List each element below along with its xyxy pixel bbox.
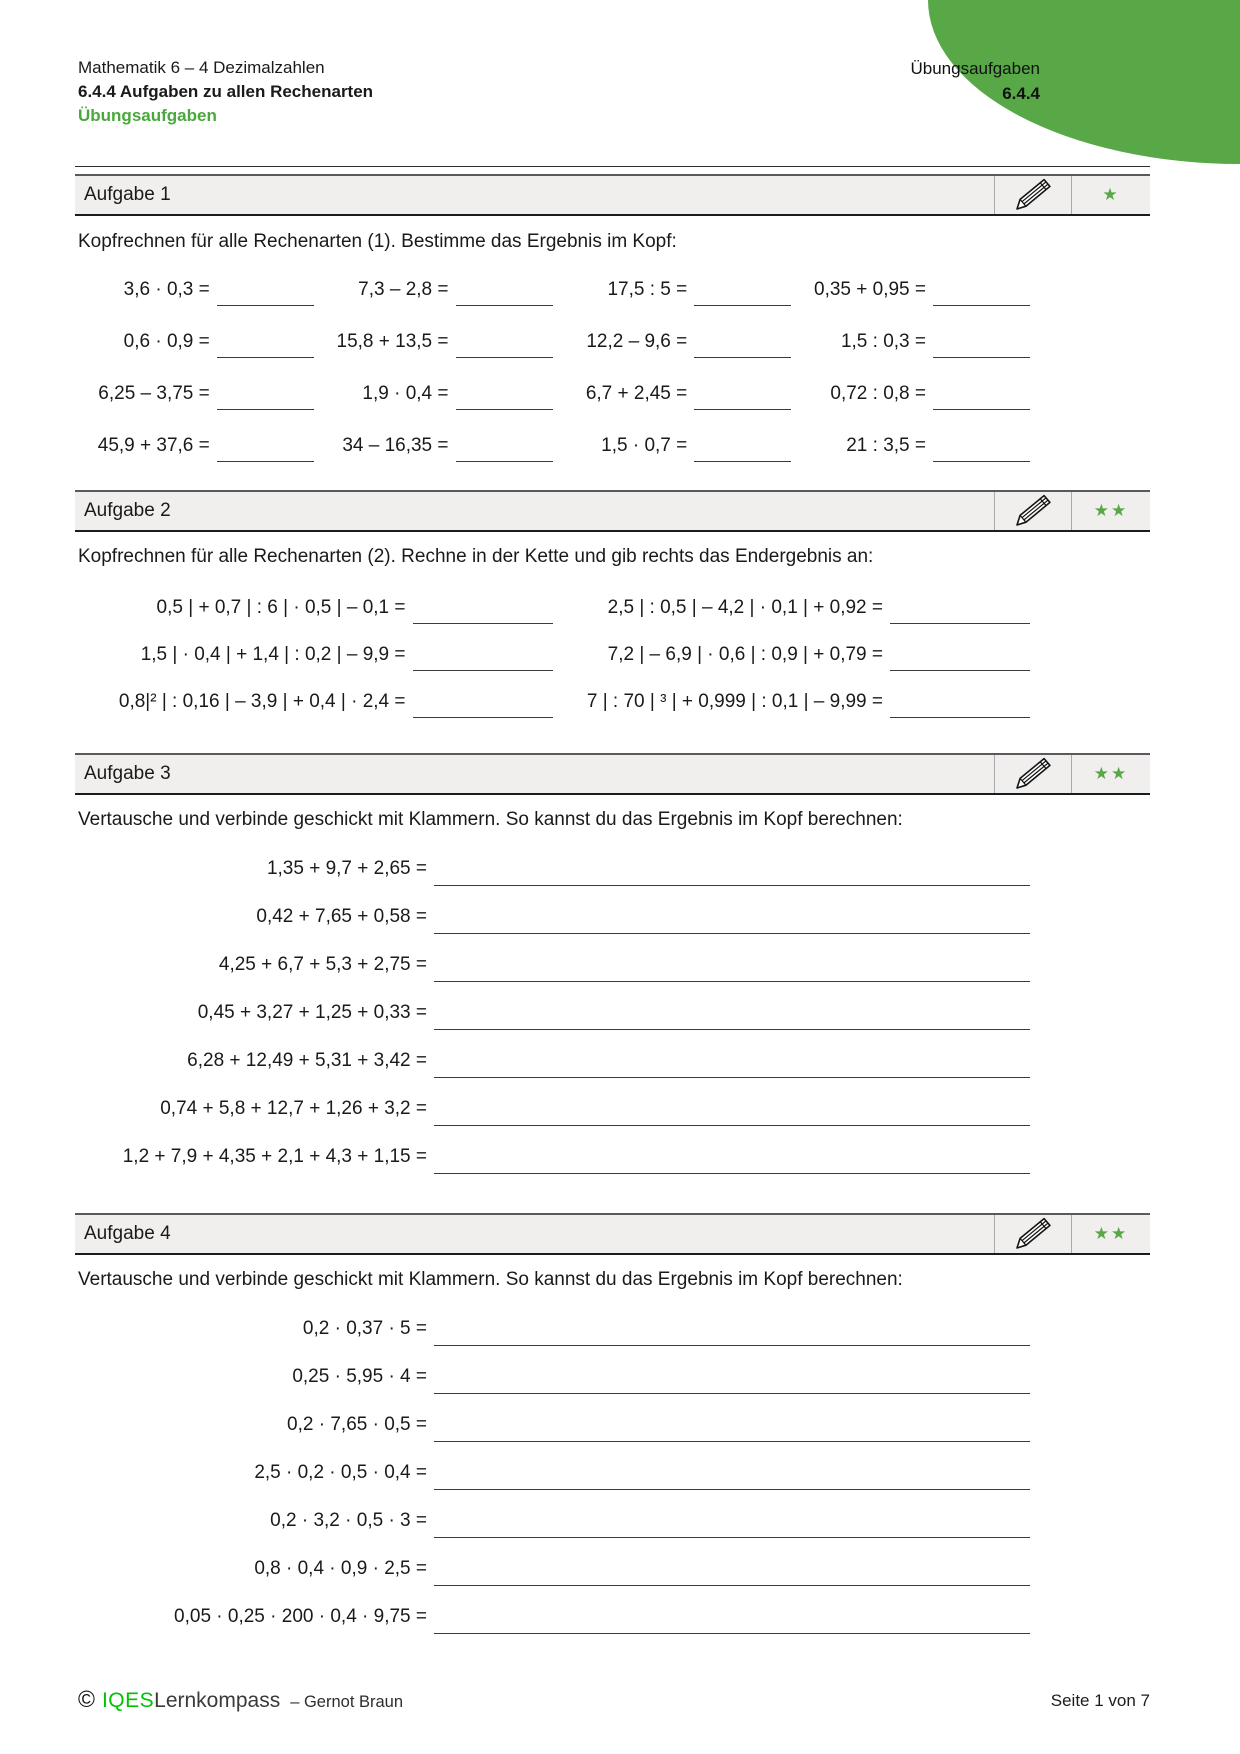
problem-cell <box>75 1001 1030 1049</box>
answer-blank <box>890 643 1030 671</box>
problem-cell <box>75 596 553 643</box>
answer-blank <box>456 434 553 462</box>
problem-cell <box>314 278 553 330</box>
section-title: Aufgabe 2 <box>84 500 171 521</box>
problem-cell <box>314 434 553 486</box>
footer-author: – Gernot Braun <box>290 1693 404 1711</box>
answer-blank <box>434 1557 1030 1586</box>
equation-text: 1,5 : 0,3 = <box>840 331 926 352</box>
problem-cell <box>75 905 1030 953</box>
pencil-cell <box>994 1215 1071 1253</box>
equation-text: 45,9 + 37,6 = <box>97 435 210 456</box>
section-header-aufgabe-2 <box>75 490 1150 532</box>
answer-blank <box>217 434 314 462</box>
equation-text: 0,8|² | : 0,16 | – 3,9 | + 0,4 | · 2,4 = <box>118 691 406 712</box>
problem-cell <box>75 1317 1030 1365</box>
answer-blank <box>217 278 314 306</box>
problem-grid-2 <box>75 596 1030 737</box>
answer-blank <box>217 330 314 358</box>
problem-cell <box>75 953 1030 1001</box>
equation-text: 1,5 · 0,7 = <box>601 435 688 456</box>
equation-text: 0,45 + 3,27 + 1,25 + 0,33 = <box>197 1002 427 1023</box>
problem-cell <box>553 434 792 486</box>
problem-cell <box>75 330 314 382</box>
problem-cell <box>553 690 1031 737</box>
answer-blank <box>434 1097 1030 1126</box>
equation-text: 0,5 | + 0,7 | : 6 | · 0,5 | – 0,1 = <box>156 597 406 618</box>
answer-blank <box>434 1365 1030 1394</box>
problem-cell <box>75 382 314 434</box>
instruction-text: Vertausche und verbinde geschickt mit Klammern. So kannst du das Ergebnis im Kopf berechnen: <box>78 1269 903 1290</box>
answer-blank <box>456 330 553 358</box>
problem-cell <box>75 643 553 690</box>
problem-grid-4 <box>75 1317 1030 1653</box>
corner-badge <box>910 56 1040 106</box>
equation-text: 0,74 + 5,8 + 12,7 + 1,26 + 3,2 = <box>160 1098 427 1119</box>
problem-cell <box>75 278 314 330</box>
equation-text: 2,5 | : 0,5 | – 4,2 | · 0,1 | + 0,92 = <box>607 597 883 618</box>
equation-text: 0,05 · 0,25 · 200 · 0,4 · 9,75 = <box>174 1606 427 1627</box>
answer-blank <box>434 1509 1030 1538</box>
problem-cell <box>75 1557 1030 1605</box>
footer <box>78 1686 403 1713</box>
problem-cell <box>75 1413 1030 1461</box>
equation-text: 15,8 + 13,5 = <box>336 331 449 352</box>
equation-text: 34 – 16,35 = <box>342 435 449 456</box>
answer-blank <box>434 1049 1030 1078</box>
problem-cell <box>791 278 1030 330</box>
pencil-cell <box>994 492 1071 530</box>
problem-cell <box>75 857 1030 905</box>
problem-cell <box>553 596 1031 643</box>
problem-cell <box>75 1509 1030 1557</box>
equation-text: 7,3 – 2,8 = <box>358 279 449 300</box>
equation-text: 1,35 + 9,7 + 2,65 = <box>266 858 427 879</box>
equation-text: 0,42 + 7,65 + 0,58 = <box>256 906 427 927</box>
equation-text: 1,5 | · 0,4 | + 1,4 | : 0,2 | – 9,9 = <box>140 644 406 665</box>
answer-blank <box>217 382 314 410</box>
answer-blank <box>694 330 791 358</box>
answer-blank <box>933 278 1030 306</box>
corner-badge-code: 6.4.4 <box>1002 84 1040 103</box>
problem-cell <box>553 278 792 330</box>
section-header-aufgabe-4 <box>75 1213 1150 1255</box>
answer-blank <box>456 278 553 306</box>
equation-text: 2,5 · 0,2 · 0,5 · 0,4 = <box>254 1462 427 1483</box>
problem-grid-3 <box>75 857 1030 1193</box>
problem-cell <box>75 1049 1030 1097</box>
pencil-icon <box>1013 175 1053 215</box>
difficulty-stars: ★★ <box>1071 492 1150 530</box>
equation-text: 0,2 · 3,2 · 0,5 · 3 = <box>270 1510 427 1531</box>
answer-blank <box>413 596 553 624</box>
footer-brand-lernkompass: Lernkompass <box>154 1689 281 1712</box>
answer-blank <box>413 643 553 671</box>
problem-cell <box>553 382 792 434</box>
answer-blank <box>890 596 1030 624</box>
instruction-text: Kopfrechnen für alle Rechenarten (1). Bestimme das Ergebnis im Kopf: <box>78 231 677 252</box>
answer-blank <box>933 382 1030 410</box>
problem-cell <box>791 382 1030 434</box>
problem-cell <box>75 1605 1030 1653</box>
problem-cell <box>75 1461 1030 1509</box>
equation-text: 12,2 – 9,6 = <box>586 331 688 352</box>
answer-blank <box>434 1413 1030 1442</box>
section-title: Aufgabe 1 <box>84 184 171 205</box>
copyright-icon: © <box>78 1686 95 1712</box>
answer-blank <box>434 1605 1030 1634</box>
equation-text: 0,72 : 0,8 = <box>830 383 926 404</box>
answer-blank <box>456 382 553 410</box>
top-rule <box>75 166 1150 167</box>
header-subject: Mathematik 6 – 4 Dezimalzahlen <box>78 58 325 77</box>
equation-text: 0,25 · 5,95 · 4 = <box>292 1366 427 1387</box>
pencil-icon <box>1013 491 1053 531</box>
equation-text: 0,35 + 0,95 = <box>814 279 926 300</box>
problem-cell <box>75 1365 1030 1413</box>
difficulty-stars: ★ <box>1071 176 1150 214</box>
section-header-aufgabe-1 <box>75 174 1150 216</box>
problem-cell <box>75 1145 1030 1193</box>
answer-blank <box>694 278 791 306</box>
answer-blank <box>694 382 791 410</box>
page-header <box>78 56 373 128</box>
problem-cell <box>553 330 792 382</box>
pencil-cell <box>994 755 1071 793</box>
answer-blank <box>694 434 791 462</box>
instruction-text: Kopfrechnen für alle Rechenarten (2). Rechne in der Kette und gib rechts das Endergebnis an: <box>78 546 874 567</box>
equation-text: 6,7 + 2,45 = <box>585 383 688 404</box>
answer-blank <box>413 690 553 718</box>
problem-cell <box>314 382 553 434</box>
problem-grid-1 <box>75 278 1030 486</box>
pencil-cell <box>994 176 1071 214</box>
equation-text: 0,8 · 0,4 · 0,9 · 2,5 = <box>254 1558 427 1579</box>
problem-cell <box>75 434 314 486</box>
equation-text: 4,25 + 6,7 + 5,3 + 2,75 = <box>218 954 427 975</box>
answer-blank <box>933 330 1030 358</box>
footer-brand-iqes: IQES <box>101 1689 155 1712</box>
section-title: Aufgabe 4 <box>84 1223 171 1244</box>
header-category: Übungsaufgaben <box>78 106 217 125</box>
answer-blank <box>434 1461 1030 1490</box>
problem-cell <box>75 1097 1030 1145</box>
equation-text: 7 | : 70 | ³ | + 0,999 | : 0,1 | – 9,99 = <box>586 691 883 712</box>
equation-text: 3,6 · 0,3 = <box>123 279 210 300</box>
difficulty-stars: ★★ <box>1071 1215 1150 1253</box>
problem-cell <box>314 330 553 382</box>
instruction-text: Vertausche und verbinde geschickt mit Klammern. So kannst du das Ergebnis im Kopf berechnen: <box>78 809 903 830</box>
equation-text: 6,25 – 3,75 = <box>98 383 210 404</box>
answer-blank <box>434 1001 1030 1030</box>
problem-cell <box>791 330 1030 382</box>
answer-blank <box>890 690 1030 718</box>
equation-text: 6,28 + 12,49 + 5,31 + 3,42 = <box>187 1050 427 1071</box>
difficulty-stars: ★★ <box>1071 755 1150 793</box>
answer-blank <box>933 434 1030 462</box>
problem-cell <box>75 690 553 737</box>
equation-text: 0,2 · 0,37 · 5 = <box>302 1318 427 1339</box>
equation-text: 1,9 · 0,4 = <box>362 383 449 404</box>
answer-blank <box>434 1145 1030 1174</box>
problem-cell <box>553 643 1031 690</box>
equation-text: 7,2 | – 6,9 | · 0,6 | : 0,9 | + 0,79 = <box>607 644 883 665</box>
answer-blank <box>434 1317 1030 1346</box>
section-header-aufgabe-3 <box>75 753 1150 795</box>
equation-text: 17,5 : 5 = <box>607 279 688 300</box>
answer-blank <box>434 905 1030 934</box>
equation-text: 0,2 · 7,65 · 0,5 = <box>287 1414 427 1435</box>
equation-text: 1,2 + 7,9 + 4,35 + 2,1 + 4,3 + 1,15 = <box>122 1146 427 1167</box>
header-chapter: 6.4.4 Aufgaben zu allen Rechenarten <box>78 82 374 101</box>
problem-cell <box>791 434 1030 486</box>
equation-text: 21 : 3,5 = <box>846 435 926 456</box>
answer-blank <box>434 953 1030 982</box>
answer-blank <box>434 857 1030 886</box>
equation-text: 0,6 · 0,9 = <box>123 331 210 352</box>
corner-badge-label: Übungsaufgaben <box>910 59 1040 78</box>
section-title: Aufgabe 3 <box>84 763 171 784</box>
pencil-icon <box>1013 1214 1053 1254</box>
page-number: Seite 1 von 7 <box>1050 1691 1150 1710</box>
pencil-icon <box>1013 754 1053 794</box>
